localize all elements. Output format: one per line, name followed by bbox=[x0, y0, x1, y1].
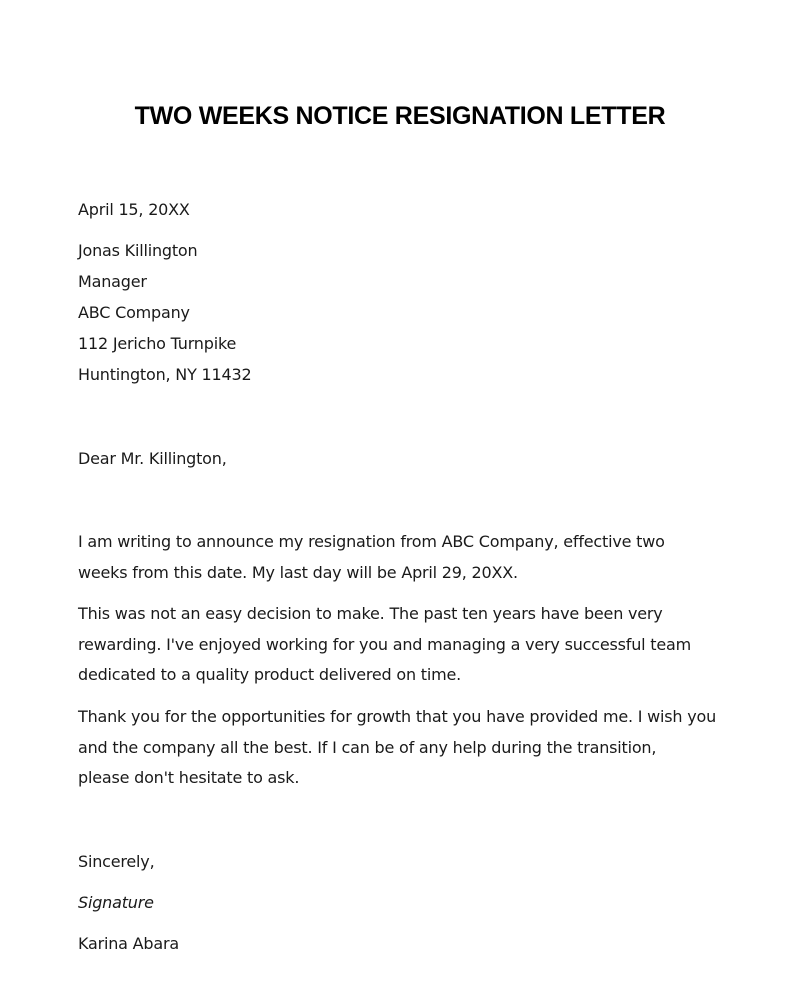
recipient-company: ABC Company bbox=[78, 303, 190, 322]
paragraph-line: Thank you for the opportunities for growth that you have provided me. I wish you bbox=[78, 707, 717, 726]
closing: Sincerely, bbox=[78, 852, 155, 871]
signature: Signature bbox=[78, 893, 154, 912]
paragraph-line: I am writing to announce my resignation from ABC Company, effective two bbox=[78, 532, 665, 551]
paragraph-line: dedicated to a quality product delivered on time. bbox=[78, 665, 462, 684]
paragraph-line: please don't hesitate to ask. bbox=[78, 768, 300, 787]
paragraph-line: rewarding. I've enjoyed working for you and managing a very successful team bbox=[78, 635, 691, 654]
paragraph-line: This was not an easy decision to make. The past ten years have been very bbox=[78, 604, 663, 623]
recipient-street: 112 Jericho Turnpike bbox=[78, 334, 237, 353]
letter-title: TWO WEEKS NOTICE RESIGNATION LETTER bbox=[134, 102, 666, 130]
recipient-title: Manager bbox=[78, 272, 147, 291]
paragraph-line: and the company all the best. If I can be of any help during the transition, bbox=[78, 738, 657, 757]
recipient-name: Jonas Killington bbox=[78, 241, 198, 260]
letter-date: April 15, 20XX bbox=[78, 200, 190, 219]
salutation: Dear Mr. Killington, bbox=[78, 449, 227, 468]
sender-name: Karina Abara bbox=[78, 934, 179, 953]
paragraph-line: weeks from this date. My last day will be April 29, 20XX. bbox=[78, 563, 518, 582]
recipient-city-state-zip: Huntington, NY 11432 bbox=[78, 365, 252, 384]
